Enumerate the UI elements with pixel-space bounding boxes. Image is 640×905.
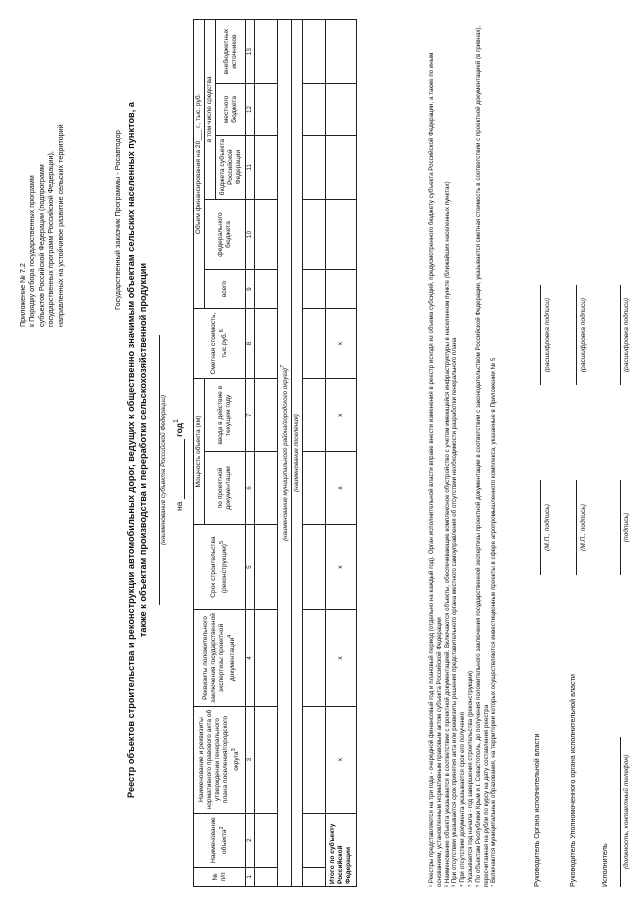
col-num: 10 — [246, 199, 255, 270]
head-signature-line — [540, 480, 541, 575]
header-expertise: Реквизиты положительного заключения государственной экспертизы проектной документации$^4$ — [194, 610, 246, 706]
total-cell — [326, 199, 357, 270]
total-cell — [326, 135, 357, 199]
total-row — [326, 20, 357, 887]
footnote: ³ При отсутствии указывается срок принятия акта или реквизиты решения представительного органа местного самоуправления об отсутствии необходимости разработки генерального плана — [451, 337, 459, 887]
state-customer: Государственный заказчик Программы - Росавтодор — [113, 130, 122, 310]
auth-signature-label: Руководитель Уполномоченного органа исполнительной власти — [568, 674, 577, 887]
header-extra-budget: внебюджетных источников — [216, 20, 246, 84]
total-cell-x: x — [326, 524, 357, 610]
subject-caption: (наименование субъекта Российской Федерации) — [160, 395, 167, 545]
year-suffix: год — [173, 422, 184, 437]
footnote: ² Наименование объекта указывается в соответствии с проектной документацией. Включаются объекты, обеспечивающие комплексное обустройство с учетом имеющейся инфраструктуры в населенном пункте (ближайших населенных пунктах) — [443, 181, 451, 887]
appendix-line: государственных программ Российской Федерации), — [46, 151, 56, 327]
register-table — [193, 19, 357, 887]
auth-signature-line — [576, 480, 577, 575]
table-row-blank — [255, 20, 278, 887]
executor-position-caption: (должность, контактный телефон) — [623, 754, 630, 870]
header-power-doc: по проектной документации — [205, 452, 246, 525]
header-power-year: ввода в действие в текущем году — [205, 379, 246, 452]
footnotes — [428, 19, 498, 887]
header-act: Наименование и реквизиты нормативного правового акта об утверждении генерального плана поселения/городского округа$^3$ — [194, 706, 246, 813]
appendix-line: субъектов Российской Федерации (подпрограмм — [36, 164, 46, 327]
header-term: Срок строительства (реконструкции)$^5$ — [194, 524, 246, 610]
head-signature-label: Руководитель Органа исполнительной власти — [532, 733, 541, 887]
head-signature-caption: (М.П., подпись) — [544, 504, 551, 551]
auth-name-line — [576, 285, 577, 385]
header-no: № п/п — [194, 867, 246, 886]
header-subject-budget: бюджета субъекта Российской Федерации — [216, 135, 246, 199]
total-cell-x: x — [326, 706, 357, 813]
subject-block — [150, 335, 168, 605]
municipal-caption: (наименование муниципального района/городского округа)$^7$ — [278, 20, 292, 887]
total-cell-x: x — [326, 610, 357, 706]
executor-label: Исполнитель — [600, 843, 609, 887]
header-row-1 — [194, 20, 205, 887]
col-num: 2 — [246, 813, 255, 867]
auth-signature-caption: (М.П., подпись) — [580, 504, 587, 551]
footnote: ⁶ По объектам Республики Крым и г. Севастополь, до получения положительного заключения государственной экспертизы проектной документации в соответствии с законодательством Российской Федерации, указывается сметная стоимость в соответствии с проектной документацией (в гривнах), пересчитанная на рубли по курсу на дату составления реестра — [474, 25, 490, 887]
year-blank — [174, 439, 185, 499]
col-num: 7 — [246, 379, 255, 452]
header-power: Мощность объекта (км) — [194, 379, 205, 524]
subject-name-line — [150, 335, 160, 605]
total-cell-x: x — [326, 379, 357, 452]
column-numbers-row — [246, 20, 255, 887]
appendix-line: Приложение № 7.2 — [18, 263, 27, 327]
col-num: 5 — [246, 524, 255, 610]
col-num: 4 — [246, 610, 255, 706]
municipal-row — [278, 20, 292, 887]
header-financing: Объем финансирования на 20___ г., тыс. руб. — [194, 20, 205, 309]
header-federal: федерального бюджета — [205, 199, 246, 270]
header-total: всего — [205, 270, 246, 308]
head-name-caption: (расшифровка подписи) — [544, 297, 551, 373]
table-row-blank — [303, 20, 326, 887]
total-cell — [326, 20, 357, 84]
footnote: ⁷ Включаются муниципальные образования, на территории которых осуществляются инвестиционные проекты в сфере агропромышленного комплекса, указанные в Приложении № 5 — [490, 357, 498, 887]
total-cell-x: x — [326, 452, 357, 525]
header-including: в том числе средства — [205, 20, 216, 200]
auth-name-caption: (расшифровка подписи) — [580, 297, 587, 373]
appendix-header — [18, 124, 65, 327]
col-num: 9 — [246, 270, 255, 308]
header-local-budget: местного бюджета — [216, 84, 246, 135]
col-num: 8 — [246, 308, 255, 379]
year-sup: 1 — [172, 419, 180, 423]
title-line-2: также к объектам производства и переработки сельскохозяйственной продукции — [137, 262, 148, 638]
footnote: ⁵ Указывается год начала - год завершения строительства (реконструкции) — [466, 670, 474, 887]
total-cell — [326, 270, 357, 308]
appendix-line: к Порядку отбора государственных программ — [27, 175, 37, 327]
total-cell-x: x — [326, 308, 357, 379]
header-object-name: Наименование объекта$^2$ — [194, 813, 246, 867]
settlement-row — [292, 20, 303, 887]
year-line — [172, 315, 185, 615]
executor-signature-line — [620, 480, 621, 575]
col-num: 6 — [246, 452, 255, 525]
executor-position-line — [620, 737, 621, 887]
col-num: 13 — [246, 20, 255, 84]
col-num: 12 — [246, 84, 255, 135]
executor-signature-caption: (подпись) — [623, 512, 630, 543]
footnote: ¹ Реестры представляются на три года - очередной финансовый год и плановый период (отдельно на каждый год). Орган исполнительной власти вправе внести изменения в реестр исходя из объема субсидий, предусмотренного бюджету субъекта Российской Федерации, а также по иным основаниям, установленным нормативным правовым актом субъекта Российской Федерации — [428, 52, 443, 887]
title-line-1: Реестр объектов строительства и реконструкции автомобильных дорог, ведущих к общественно значимым объектам сельских населенных пунктов, а — [126, 102, 136, 798]
head-name-line — [540, 285, 541, 385]
document-title — [126, 45, 149, 855]
executor-name-line — [620, 285, 621, 385]
header-cost: Сметная стоимость, тыс.руб.$^6$ — [194, 308, 246, 379]
year-prefix: на — [173, 501, 184, 512]
col-num: 3 — [246, 706, 255, 813]
executor-name-caption: (расшифровка подписи) — [623, 297, 630, 373]
col-num: 1 — [246, 867, 255, 886]
total-label: Итого по субъекту Российской Федерации — [326, 813, 357, 886]
settlement-caption: (наименование поселения) — [292, 20, 303, 887]
total-cell — [326, 84, 357, 135]
footnote: ⁴ При отсутствии документа указывается срок его получения — [459, 712, 467, 887]
col-num: 11 — [246, 135, 255, 199]
appendix-line: направленных на устойчивое развитие сельских территорий — [55, 124, 65, 327]
